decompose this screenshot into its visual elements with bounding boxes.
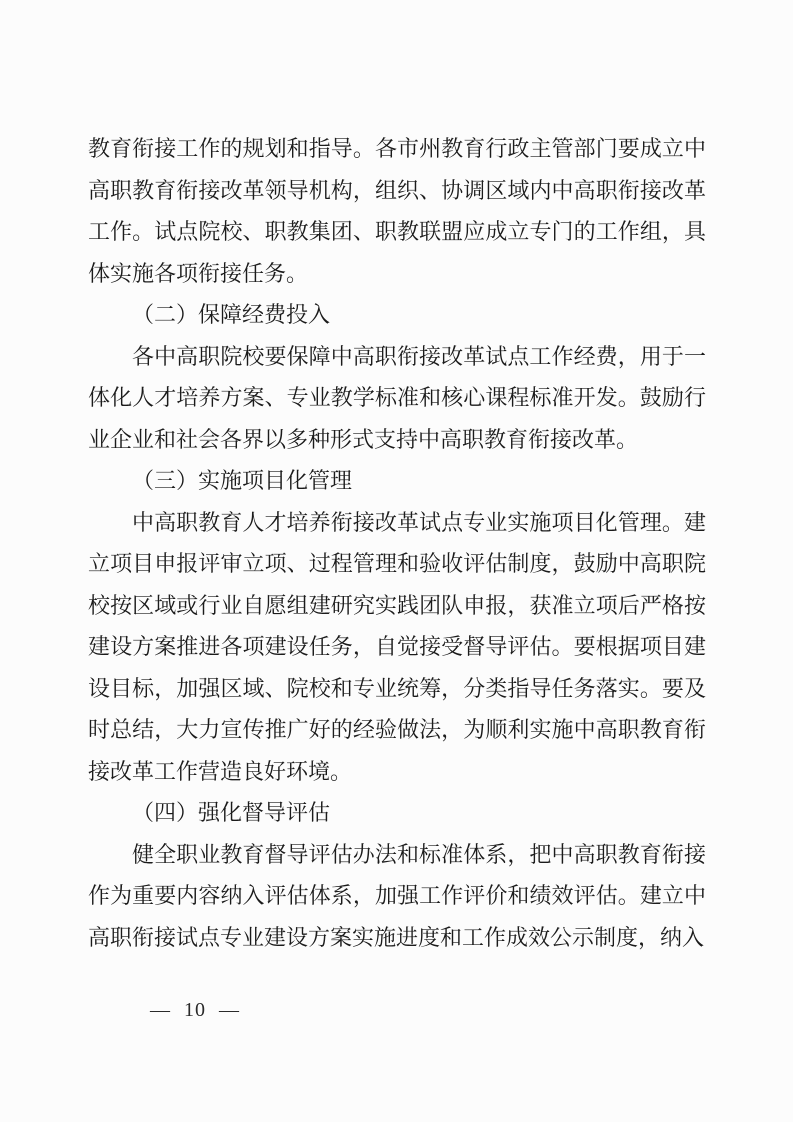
section-heading-funding: （二）保障经费投入 bbox=[132, 302, 331, 327]
paragraph-supervision-evaluation-body: 健全职业教育督导评估办法和标准体系，把中高职教育衔接作为重要内容纳入评估体系，加强工作评价和绩效评估。建立中高职衔接试点专业建设方案实施进度和工作成效公示制度，纳入 bbox=[88, 841, 706, 950]
paragraph-overview-continued: 教育衔接工作的规划和指导。各市州教育行政主管部门要成立中高职教育衔接改革领导机构，组织、协调区域内中高职衔接改革工作。试点院校、职教集团、职教联盟应成立专门的工作组，具体实施各项衔接任务。 bbox=[88, 136, 706, 286]
document-body bbox=[88, 128, 706, 958]
section-heading-project-management: （三）实施项目化管理 bbox=[132, 468, 353, 493]
paragraph-project-management-body: 中高职教育人才培养衔接改革试点专业实施项目化管理。建立项目申报评审立项、过程管理和验收评估制度，鼓励中高职院校按区域或行业自愿组建研究实践团队申报，获准立项后严格按建设方案推进各项建设任务，自觉接受督导评估。要根据项目建设目标，加强区域、院校和专业统筹，分类指导任务落实。要及时总结，大力宣传推广好的经验做法，为顺利实施中高职教育衔接改革工作营造良好环境。 bbox=[88, 509, 706, 784]
section-heading-supervision-evaluation: （四）强化督导评估 bbox=[132, 800, 331, 825]
page-number: — 10 — bbox=[150, 999, 240, 1021]
paragraph-funding-body: 各中高职院校要保障中高职衔接改革试点工作经费，用于一体化人才培养方案、专业教学标准和核心课程标准开发。鼓励行业企业和社会各界以多种形式支持中高职教育衔接改革。 bbox=[88, 343, 706, 452]
page-footer bbox=[150, 997, 240, 1023]
